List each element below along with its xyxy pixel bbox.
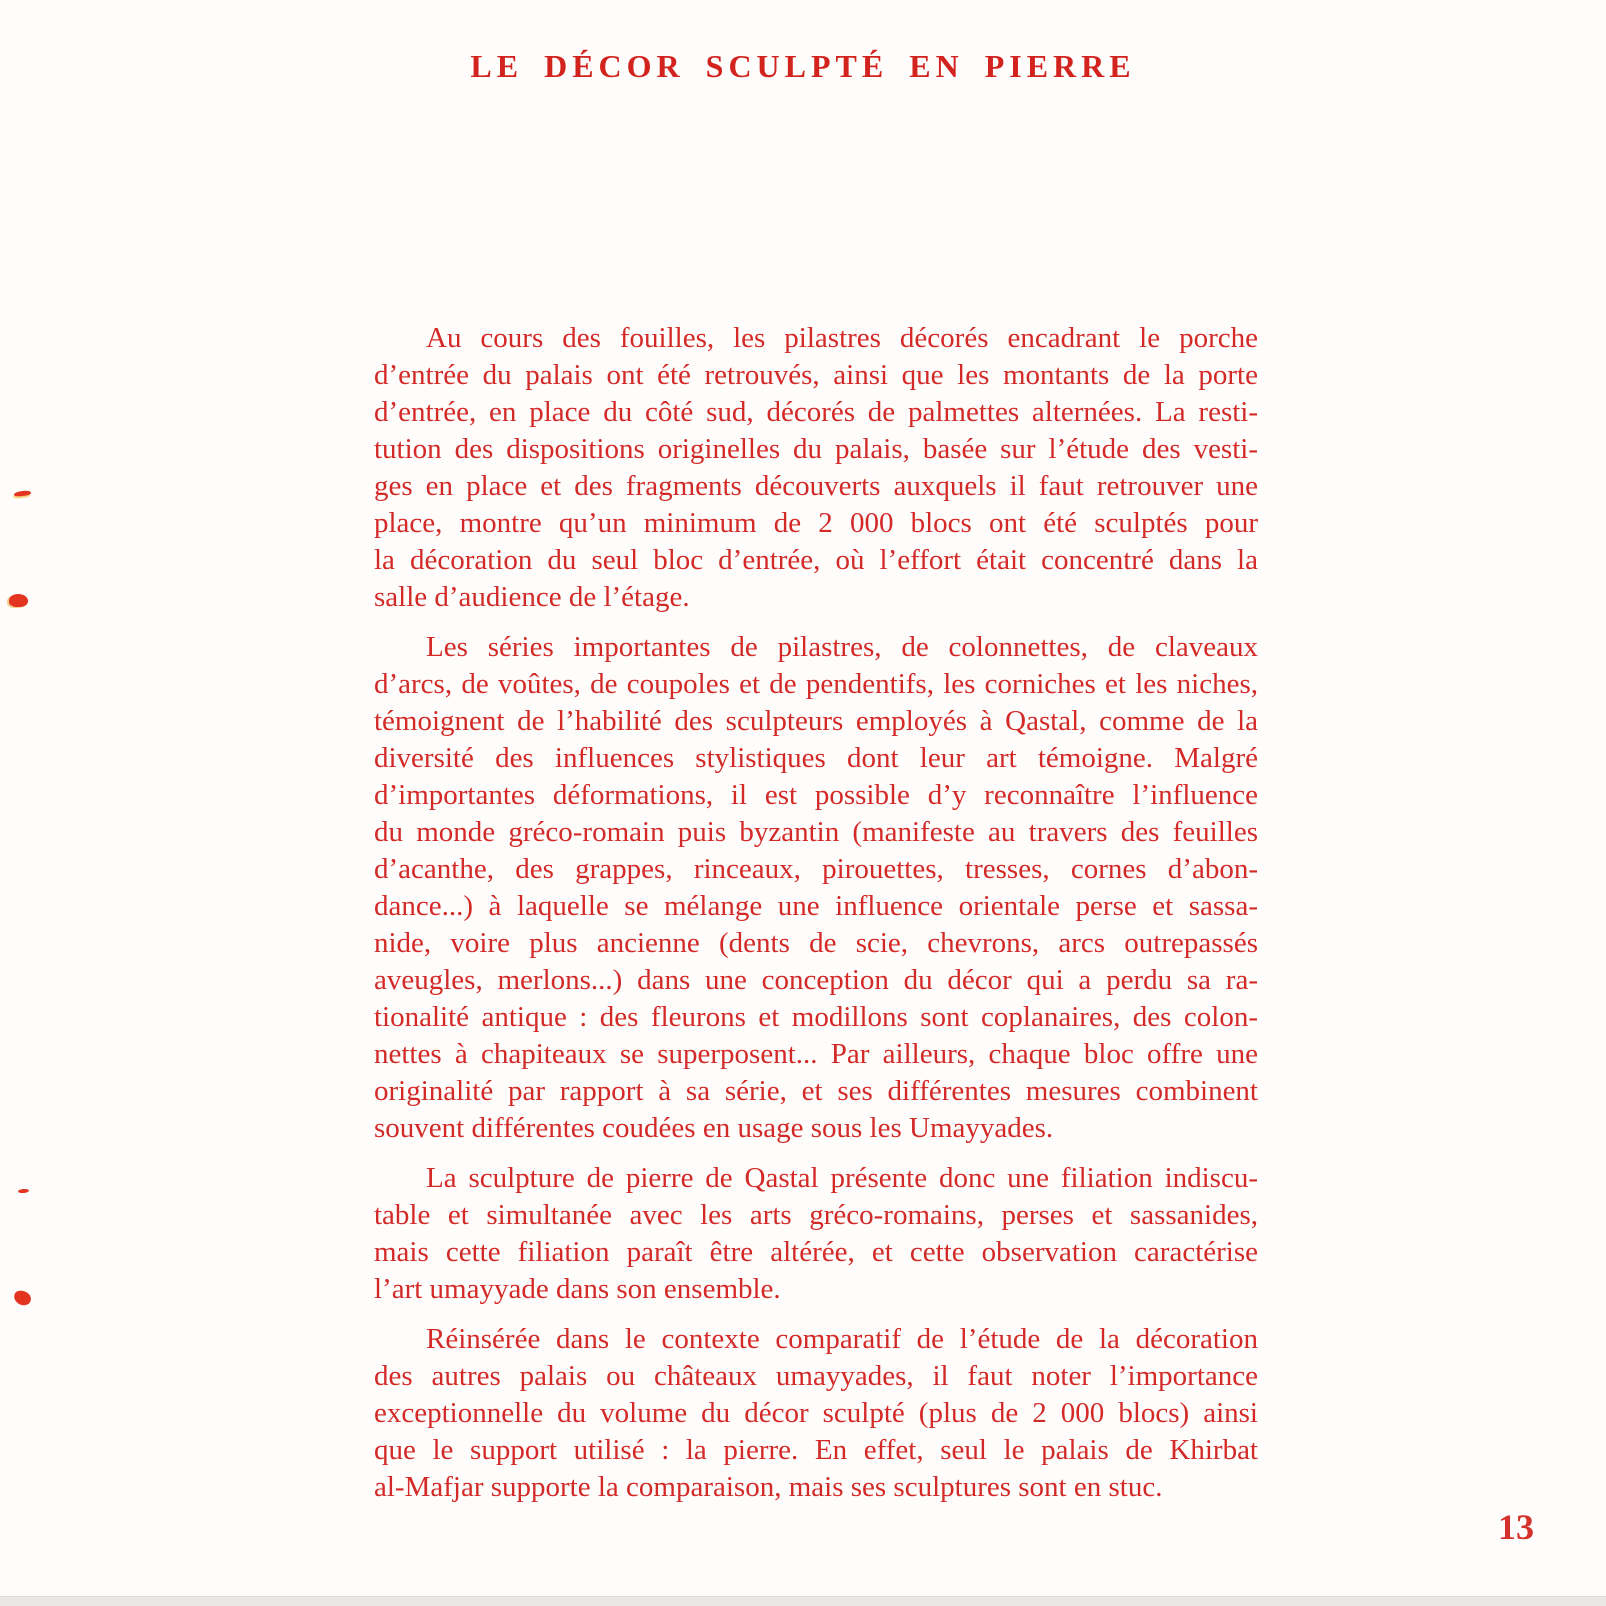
text-line: ges en place et des fragments découverts auxquels il faut retrouver une bbox=[374, 470, 1258, 502]
text-line: d’importantes déformations, il est possible d’y reconnaître l’influence bbox=[374, 779, 1258, 811]
scan-bottom-edge bbox=[0, 1596, 1606, 1606]
text-line: place, montre qu’un minimum de 2 000 blocs ont été sculptés pour bbox=[374, 507, 1258, 539]
text-line: d’entrée du palais ont été retrouvés, ainsi que les montants de la porte bbox=[374, 359, 1258, 391]
text-line: d’arcs, de voûtes, de coupoles et de pendentifs, les corniches et les niches, bbox=[374, 668, 1258, 700]
paragraph bbox=[374, 1321, 1258, 1506]
paragraph bbox=[374, 320, 1258, 616]
text-line: du monde gréco-romain puis byzantin (manifeste au travers des feuilles bbox=[374, 816, 1258, 848]
text-line: l’art umayyade dans son ensemble. bbox=[374, 1273, 781, 1305]
text-line: des autres palais ou châteaux umayyades, il faut noter l’importance bbox=[374, 1360, 1258, 1392]
text-line: que le support utilisé : la pierre. En effet, seul le palais de Khirbat bbox=[374, 1434, 1258, 1466]
text-line: d’entrée, en place du côté sud, décorés de palmettes alternées. La resti- bbox=[374, 396, 1258, 428]
text-line: tution des dispositions originelles du palais, basée sur l’étude des vesti- bbox=[374, 433, 1258, 465]
text-line: Réinsérée dans le contexte comparatif de l’étude de la décoration bbox=[426, 1323, 1258, 1355]
page-title: LE DÉCOR SCULPTÉ EN PIERRE bbox=[470, 48, 1136, 84]
text-line: Au cours des fouilles, les pilastres décorés encadrant le porche bbox=[426, 322, 1258, 354]
text-line: nettes à chapiteaux se superposent... Par ailleurs, chaque bloc offre une bbox=[374, 1038, 1258, 1070]
text-line: mais cette filiation paraît être altérée, et cette observation caractérise bbox=[374, 1236, 1258, 1268]
text-line: table et simultanée avec les arts gréco-romains, perses et sassanides, bbox=[374, 1199, 1258, 1231]
text-line: salle d’audience de l’étage. bbox=[374, 581, 690, 613]
margin-ink-mark bbox=[14, 490, 31, 497]
text-line: dance...) à laquelle se mélange une influence orientale perse et sassa- bbox=[374, 890, 1258, 922]
body-text bbox=[374, 320, 1258, 1519]
margin-ink-mark bbox=[9, 594, 28, 607]
text-line: al-Mafjar supporte la comparaison, mais ses sculptures sont en stuc. bbox=[374, 1471, 1163, 1503]
text-line: témoignent de l’habilité des sculpteurs employés à Qastal, comme de la bbox=[374, 705, 1258, 737]
text-line: tionalité antique : des fleurons et modillons sont coplanaires, des colon- bbox=[374, 1001, 1258, 1033]
page-number: 13 bbox=[1498, 1507, 1534, 1547]
margin-ink-mark bbox=[13, 1289, 33, 1306]
text-line: Les séries importantes de pilastres, de colonnettes, de claveaux bbox=[426, 631, 1258, 663]
paragraph bbox=[374, 1160, 1258, 1308]
text-line: exceptionnelle du volume du décor sculpté (plus de 2 000 blocs) ainsi bbox=[374, 1397, 1258, 1429]
text-line: d’acanthe, des grappes, rinceaux, pirouettes, tresses, cornes d’abon- bbox=[374, 853, 1258, 885]
text-line: La sculpture de pierre de Qastal présente donc une filiation indiscu- bbox=[426, 1162, 1258, 1194]
text-line: souvent différentes coudées en usage sous les Umayyades. bbox=[374, 1112, 1054, 1144]
text-line: nide, voire plus ancienne (dents de scie, chevrons, arcs outrepassés bbox=[374, 927, 1258, 959]
text-line: originalité par rapport à sa série, et ses différentes mesures combinent bbox=[374, 1075, 1258, 1107]
text-line: aveugles, merlons...) dans une conception du décor qui a perdu sa ra- bbox=[374, 964, 1258, 996]
paragraph bbox=[374, 629, 1258, 1147]
text-line: diversité des influences stylistiques dont leur art témoigne. Malgré bbox=[374, 742, 1258, 774]
margin-ink-mark bbox=[18, 1189, 29, 1194]
text-line: la décoration du seul bloc d’entrée, où l’effort était concentré dans la bbox=[374, 544, 1258, 576]
